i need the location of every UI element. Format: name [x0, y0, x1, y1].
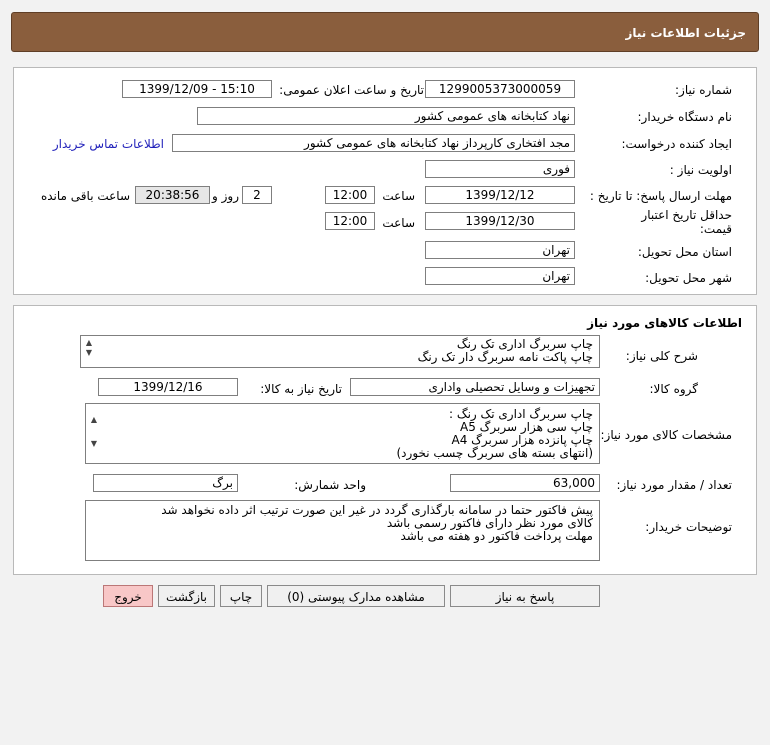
- city-label: شهر محل تحویل:: [645, 271, 732, 285]
- deadline-label: مهلت ارسال پاسخ: تا تاریخ :: [589, 189, 732, 203]
- validity-time-label: ساعت: [382, 216, 415, 230]
- scroll-arrows-icon[interactable]: ▲ ▼: [85, 338, 93, 357]
- days-remaining-field: 2: [242, 186, 272, 204]
- goods-group-field: تجهیزات و وسایل تحصیلی واداری: [350, 378, 600, 396]
- goods-group-label: گروه کالا:: [649, 382, 698, 396]
- spec-line: چاپ سی هزار سربرگ A5: [460, 420, 593, 434]
- print-button[interactable]: چاپ: [220, 585, 262, 607]
- description-textarea[interactable]: [80, 335, 600, 368]
- unit-field: برگ: [93, 474, 238, 492]
- priority-field: فوری: [425, 160, 575, 178]
- need-number-field: 1299005373000059: [425, 80, 575, 98]
- validity-date-field: 1399/12/30: [425, 212, 575, 230]
- need-date-label: تاریخ نیاز به کالا:: [260, 382, 342, 396]
- notes-line: پیش فاکتور حتما در سامانه بارگذاری گردد در غیر این صورت ترتیب اثر داده نخواهد شد: [161, 503, 593, 517]
- buyer-notes-label: توضیحات خریدار:: [645, 520, 732, 534]
- city-field: تهران: [425, 267, 575, 285]
- need-date-field: 1399/12/16: [98, 378, 238, 396]
- description-line: چاپ سربرگ اداری تک رنگ: [456, 337, 593, 351]
- description-line: چاپ پاکت نامه سربرگ دار تک رنگ: [417, 350, 593, 364]
- exit-button[interactable]: خروج: [103, 585, 153, 607]
- need-info-panel: [13, 67, 757, 295]
- page-title: جزئیات اطلاعات نیاز: [625, 26, 746, 40]
- time-remaining-label: ساعت باقی مانده: [40, 189, 130, 203]
- specs-textarea[interactable]: [85, 403, 600, 464]
- creator-label: ایجاد کننده درخواست:: [621, 137, 732, 151]
- validity-time-field: 12:00: [325, 212, 375, 230]
- validity-label-1: حداقل تاریخ اعتبار: [641, 208, 732, 222]
- deadline-time-field: 12:00: [325, 186, 375, 204]
- need-number-label: شماره نیاز:: [675, 83, 732, 97]
- province-field: تهران: [425, 241, 575, 259]
- buyer-field: نهاد کتابخانه های عمومی کشور: [197, 107, 575, 125]
- buyer-notes-textarea[interactable]: [85, 500, 600, 561]
- description-label: شرح کلی نیاز:: [625, 349, 698, 363]
- quantity-field: 63,000: [450, 474, 600, 492]
- page-header: [11, 12, 759, 52]
- province-label: استان محل تحویل:: [637, 245, 732, 259]
- specs-label: مشخصات کالای مورد نیاز:: [600, 428, 732, 442]
- spec-line: (انتهای بسته های سربرگ چسب نخورد): [396, 446, 593, 460]
- goods-section-title: اطلاعات کالاهای مورد نیاز: [587, 316, 742, 330]
- reply-button[interactable]: پاسخ به نیاز: [450, 585, 600, 607]
- buyer-contact-link[interactable]: اطلاعات تماس خریدار: [52, 137, 164, 151]
- spec-line: چاپ پانزده هزار سربرگ A4: [451, 433, 593, 447]
- back-button[interactable]: بازگشت: [158, 585, 215, 607]
- spec-line: چاپ سربرگ اداری تک رنگ :: [448, 407, 593, 421]
- announce-field: 1399/12/09 - 15:10: [122, 80, 272, 98]
- notes-line: مهلت پرداخت فاکتور دو هفته می باشد: [400, 529, 593, 543]
- creator-field: مجد افتخاری کارپرداز نهاد کتابخانه های عمومی کشور: [172, 134, 575, 152]
- quantity-label: تعداد / مقدار مورد نیاز:: [616, 478, 732, 492]
- view-attachments-button[interactable]: مشاهده مدارک پیوستی (0): [267, 585, 445, 607]
- time-remaining-field: 20:38:56: [135, 186, 210, 204]
- buyer-label: نام دستگاه خریدار:: [637, 110, 732, 124]
- validity-label-2: قیمت:: [699, 222, 732, 236]
- notes-line: کالای مورد نظر دارای فاکتور رسمی باشد: [386, 516, 593, 530]
- priority-label: اولویت نیاز :: [669, 163, 732, 177]
- days-label: روز و: [212, 189, 239, 203]
- deadline-date-field: 1399/12/12: [425, 186, 575, 204]
- announce-label: تاریخ و ساعت اعلان عمومی:: [279, 83, 424, 97]
- deadline-time-label: ساعت: [382, 189, 415, 203]
- unit-label: واحد شمارش:: [294, 478, 366, 492]
- scroll-arrows-icon[interactable]: ▲ ▼: [90, 415, 98, 448]
